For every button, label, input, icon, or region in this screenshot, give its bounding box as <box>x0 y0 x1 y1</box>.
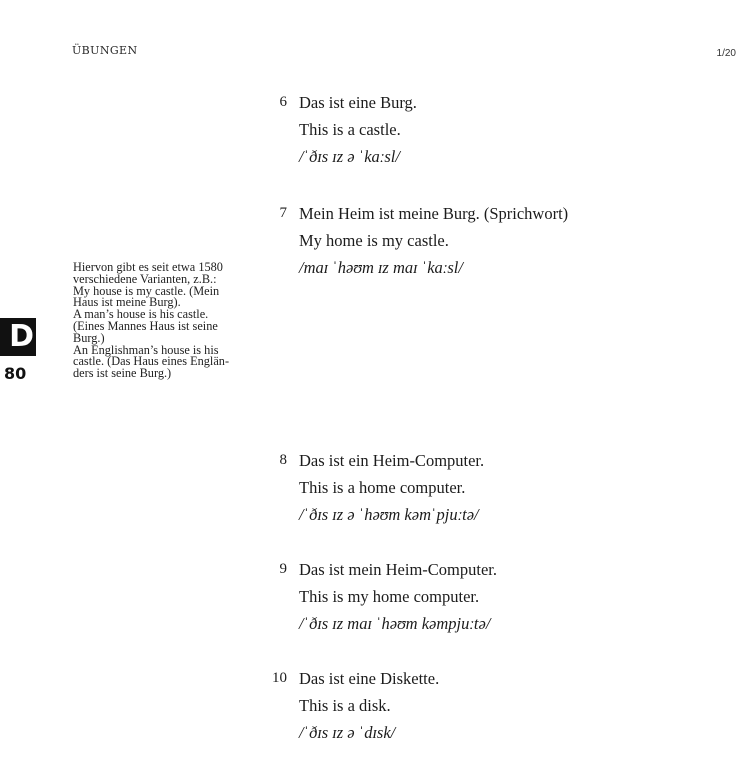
side-note-line: ders ist seine Burg.) <box>73 366 172 381</box>
exercise-9 <box>262 560 662 641</box>
side-note <box>73 262 253 380</box>
german-sentence: Das ist mein Heim-Computer. <box>299 560 497 579</box>
exercise-number: 7 <box>279 205 287 221</box>
chapter-badge: D <box>0 318 36 356</box>
phonetic-transcription: /ˈðɪs ɪz ə ˈdɪsk/ <box>299 723 396 742</box>
exercise-6 <box>262 93 662 174</box>
side-note-line: (Eines Mannes Haus ist seine <box>73 318 218 333</box>
english-sentence: This is a castle. <box>299 120 401 139</box>
german-sentence: Das ist eine Diskette. <box>299 669 440 688</box>
phonetic-transcription: /ˈðɪs ɪz ə ˈkaːsl/ <box>299 147 400 166</box>
side-note-line: Hiervon gibt es seit etwa 1580 <box>73 260 223 274</box>
side-note-line: An Englishman’s house is his <box>73 342 219 357</box>
english-sentence: This is my home computer. <box>299 587 480 606</box>
german-sentence: Mein Heim ist meine Burg. (Sprichwort) <box>299 204 569 223</box>
german-sentence: Das ist eine Burg. <box>299 93 417 112</box>
english-sentence: This is a home computer. <box>299 478 466 497</box>
side-note-line: verschiedene Varianten, z.B.: <box>73 271 217 286</box>
exercise-number: 6 <box>279 94 287 110</box>
phonetic-transcription: /ˈðɪs ɪz ə ˈhəʊm kəmˈpjuːtə/ <box>299 505 479 524</box>
section-title: ÜBUNGEN <box>72 44 138 57</box>
side-note-line: Burg.) <box>73 330 105 345</box>
exercise-number: 10 <box>272 670 287 686</box>
page-counter: 1/20 <box>716 48 736 59</box>
exercise-7 <box>262 204 662 285</box>
side-note-line: A man’s house is his castle. <box>73 307 209 322</box>
exercise-10 <box>262 669 662 750</box>
exercise-number: 9 <box>279 561 287 577</box>
side-note-line: castle. (Das Haus eines Englän- <box>73 354 230 369</box>
english-sentence: This is a disk. <box>299 696 391 715</box>
phonetic-transcription: /maɪ ˈhəʊm ɪz maɪ ˈkaːsl/ <box>299 258 463 277</box>
exercise-number: 8 <box>279 452 287 468</box>
english-sentence: My home is my castle. <box>299 231 449 250</box>
side-note-line: My house is my castle. (Mein <box>73 283 220 298</box>
page-number: 80 <box>4 364 27 383</box>
side-note-line: Haus ist meine Burg). <box>73 295 181 310</box>
phonetic-transcription: /ˈðɪs ɪz maɪ ˈhəʊm kəmpjuːtə/ <box>299 614 491 633</box>
german-sentence: Das ist ein Heim-Computer. <box>299 451 485 470</box>
exercise-8 <box>262 451 662 532</box>
